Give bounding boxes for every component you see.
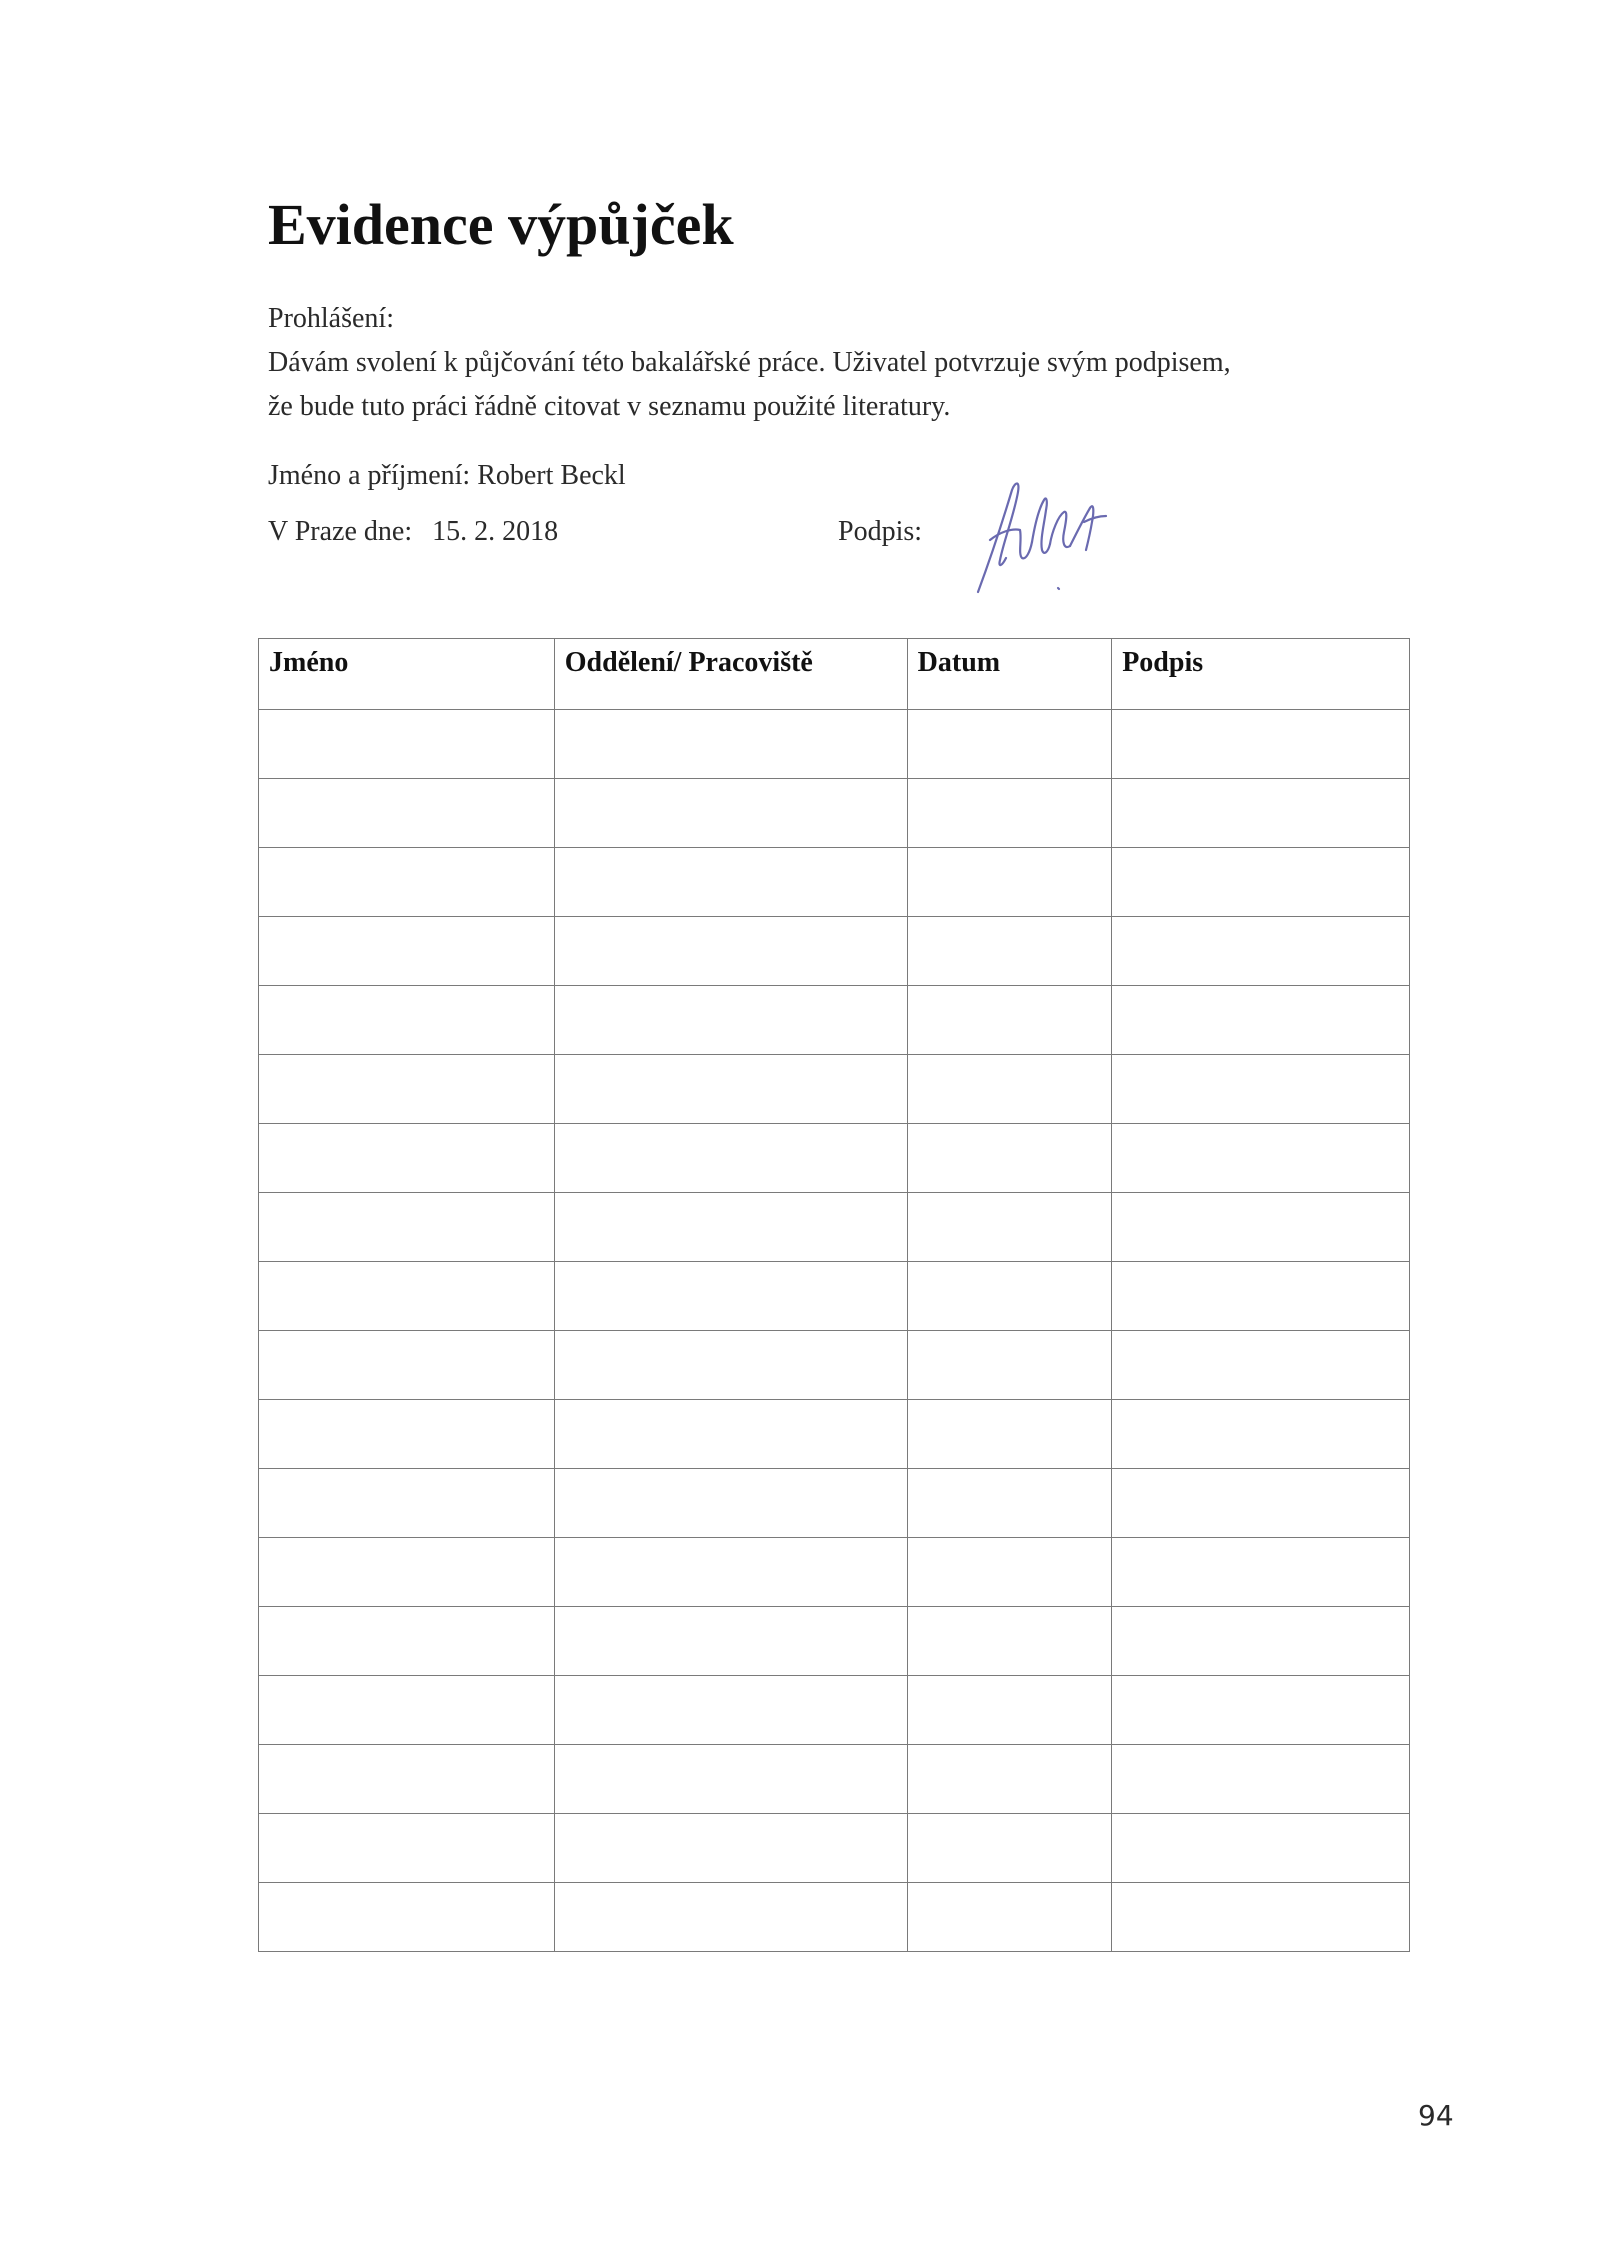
table-row	[259, 1745, 1410, 1814]
handwritten-signature	[960, 470, 1130, 600]
cell-name	[259, 1607, 555, 1676]
cell-date	[907, 848, 1112, 917]
cell-name	[259, 1055, 555, 1124]
table-row	[259, 710, 1410, 779]
cell-signature	[1112, 1676, 1410, 1745]
cell-department	[554, 1883, 907, 1952]
table-row	[259, 1883, 1410, 1952]
cell-name	[259, 710, 555, 779]
author-label: Jméno a příjmení:	[268, 460, 471, 491]
cell-date	[907, 1400, 1112, 1469]
cell-date	[907, 1469, 1112, 1538]
place-date-line	[268, 512, 558, 552]
cell-name	[259, 986, 555, 1055]
cell-date	[907, 1193, 1112, 1262]
cell-signature	[1112, 1883, 1410, 1952]
cell-department	[554, 1538, 907, 1607]
date-value: 15. 2. 2018	[432, 516, 559, 547]
table-row	[259, 917, 1410, 986]
table-row	[259, 1331, 1410, 1400]
table-row	[259, 1400, 1410, 1469]
table-row	[259, 1538, 1410, 1607]
table-row	[259, 779, 1410, 848]
cell-signature	[1112, 1055, 1410, 1124]
cell-signature	[1112, 1814, 1410, 1883]
author-line	[268, 456, 626, 496]
cell-signature	[1112, 1400, 1410, 1469]
cell-name	[259, 1814, 555, 1883]
declaration-line-1: Dávám svolení k půjčování této bakalářské práce. Uživatel potvrzuje svým podpisem,	[268, 347, 1231, 378]
cell-name	[259, 1469, 555, 1538]
table-row	[259, 1814, 1410, 1883]
cell-date	[907, 1538, 1112, 1607]
cell-date	[907, 710, 1112, 779]
cell-signature	[1112, 917, 1410, 986]
cell-signature	[1112, 779, 1410, 848]
cell-date	[907, 917, 1112, 986]
cell-department	[554, 1469, 907, 1538]
page-number: 94	[1418, 2099, 1454, 2132]
column-header-department: Oddělení/ Pracoviště	[554, 639, 907, 710]
signature-label: Podpis:	[838, 516, 923, 547]
cell-name	[259, 1262, 555, 1331]
cell-date	[907, 1883, 1112, 1952]
table-row	[259, 848, 1410, 917]
table-row	[259, 986, 1410, 1055]
cell-date	[907, 1745, 1112, 1814]
column-header-name: Jméno	[259, 639, 555, 710]
cell-department	[554, 986, 907, 1055]
cell-name	[259, 917, 555, 986]
cell-signature	[1112, 1469, 1410, 1538]
cell-name	[259, 1331, 555, 1400]
column-header-signature: Podpis	[1112, 639, 1410, 710]
table-row	[259, 1676, 1410, 1745]
cell-date	[907, 986, 1112, 1055]
table-row	[259, 1193, 1410, 1262]
table-row	[259, 1124, 1410, 1193]
cell-department	[554, 1331, 907, 1400]
cell-signature	[1112, 1193, 1410, 1262]
declaration-heading: Prohlášení:	[268, 303, 394, 334]
place-date-label: V Praze dne:	[268, 516, 413, 547]
cell-department	[554, 1124, 907, 1193]
cell-name	[259, 1193, 555, 1262]
cell-name	[259, 779, 555, 848]
cell-name	[259, 1538, 555, 1607]
cell-department	[554, 779, 907, 848]
cell-department	[554, 1607, 907, 1676]
cell-signature	[1112, 1124, 1410, 1193]
cell-name	[259, 1400, 555, 1469]
cell-department	[554, 1193, 907, 1262]
cell-name	[259, 848, 555, 917]
cell-signature	[1112, 986, 1410, 1055]
table-row	[259, 1262, 1410, 1331]
cell-department	[554, 1676, 907, 1745]
cell-date	[907, 1055, 1112, 1124]
cell-department	[554, 1262, 907, 1331]
cell-date	[907, 1331, 1112, 1400]
declaration-line-2: že bude tuto práci řádně citovat v seznamu použité literatury.	[268, 391, 951, 422]
page-title: Evidence výpůjček	[268, 192, 734, 257]
cell-name	[259, 1676, 555, 1745]
cell-signature	[1112, 1331, 1410, 1400]
cell-department	[554, 1055, 907, 1124]
cell-signature	[1112, 1745, 1410, 1814]
declaration	[268, 297, 1448, 429]
cell-department	[554, 1400, 907, 1469]
cell-date	[907, 1814, 1112, 1883]
cell-signature	[1112, 848, 1410, 917]
cell-department	[554, 1745, 907, 1814]
cell-signature	[1112, 1607, 1410, 1676]
cell-name	[259, 1124, 555, 1193]
column-header-date: Datum	[907, 639, 1112, 710]
loan-records-table	[258, 638, 1410, 1952]
table-header-row	[259, 639, 1410, 710]
cell-date	[907, 1124, 1112, 1193]
table-row	[259, 1607, 1410, 1676]
cell-signature	[1112, 710, 1410, 779]
cell-date	[907, 1607, 1112, 1676]
cell-department	[554, 710, 907, 779]
cell-department	[554, 1814, 907, 1883]
cell-department	[554, 848, 907, 917]
cell-date	[907, 779, 1112, 848]
author-name: Robert Beckl	[477, 460, 626, 491]
table-row	[259, 1055, 1410, 1124]
table-row	[259, 1469, 1410, 1538]
cell-name	[259, 1883, 555, 1952]
cell-signature	[1112, 1538, 1410, 1607]
cell-signature	[1112, 1262, 1410, 1331]
cell-date	[907, 1676, 1112, 1745]
table-body	[259, 710, 1410, 1952]
cell-department	[554, 917, 907, 986]
cell-name	[259, 1745, 555, 1814]
cell-date	[907, 1262, 1112, 1331]
